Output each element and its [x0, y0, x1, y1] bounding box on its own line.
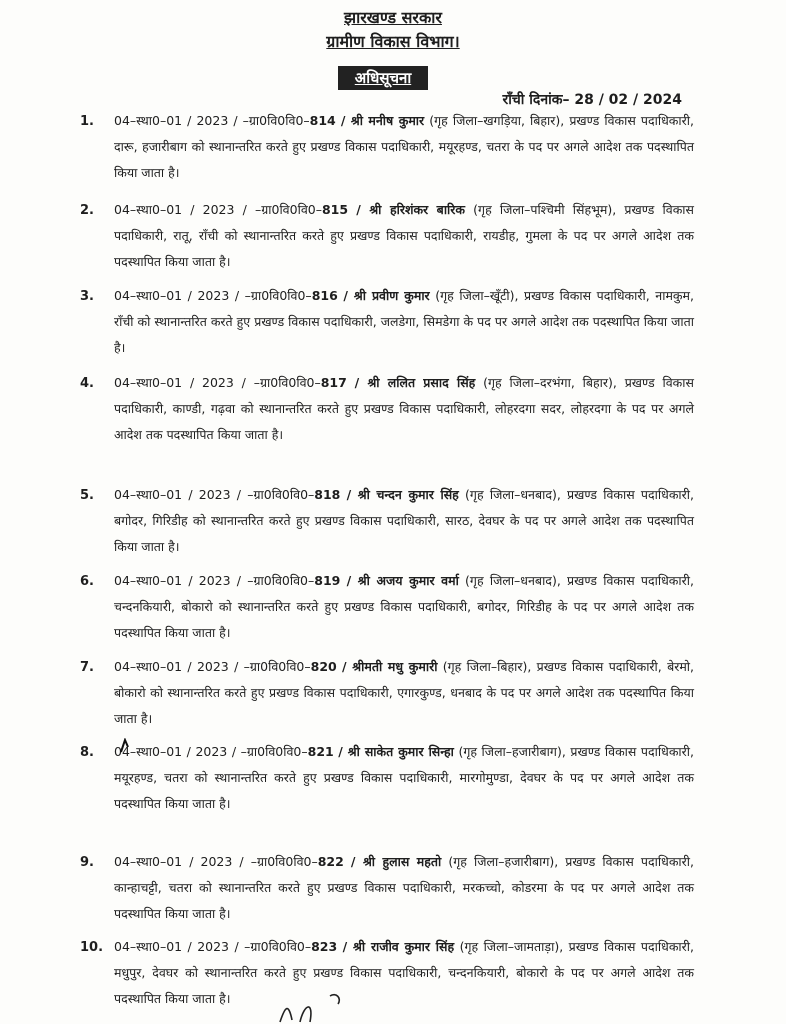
department-heading: ग्रामीण विकास विभाग। [326, 32, 460, 51]
officer-name: / श्री साकेत कुमार सिन्हा [338, 744, 454, 759]
officer-name: / श्री हुलास महतो [350, 854, 442, 869]
officer-name: / श्री राजीव कुमार सिंह [342, 939, 455, 954]
file-reference: 04–स्था0–01 / 2023 / –ग्रा0वि0वि0– [114, 744, 308, 759]
government-heading: झारखण्ड सरकार [344, 8, 442, 27]
file-reference: 04–स्था0–01 / 2023 / –ग्रा0वि0वि0– [114, 854, 318, 869]
order-text [114, 108, 694, 186]
order-number: 8. [80, 745, 94, 760]
file-reference: 04–स्था0–01 / 2023 / –ग्रा0वि0वि0– [114, 573, 315, 588]
notice-label: अधिसूचना [338, 66, 428, 90]
order-body: (गृह जिला–हजारीबाग), प्रखण्ड विकास पदाधिकारी, कान्हाचट्टी, चतरा को स्थानान्तरित करते हुए प्रखण्ड विकास पदाधिकारी, मरकच्चो, कोडरमा के पद पर अगले आदेश तक पदस्थापित किया जाता है। [114, 854, 694, 921]
order-serial: 818 [314, 487, 341, 502]
order-body: (गृह जिला–धनबाद), प्रखण्ड विकास पदाधिकारी, बगोदर, गिरिडीह को स्थानान्तरित करते हुए प्रखण्ड विकास पदाधिकारी, सारठ, देवघर के पद पर अगले आदेश तक पदस्थापित किया जाता है। [114, 487, 694, 554]
order-body: (गृह जिला–जामताड़ा), प्रखण्ड विकास पदाधिकारी, मधुपुर, देवघर को स्थानान्तरित करते हुए प्रखण्ड विकास पदाधिकारी, चन्दनकियारी, बोकारो के पद पर अगले आदेश तक पदस्थापित किया जाता है। [114, 939, 694, 1006]
officer-name: / श्री चन्दन कुमार सिंह [346, 487, 459, 502]
order-number: 6. [80, 574, 94, 589]
file-reference: 04–स्था0–01 / 2023 / –ग्रा0वि0वि0– [114, 487, 315, 502]
order-text [114, 283, 694, 361]
order-body: (गृह जिला–पश्चिमी सिंहभूम), प्रखण्ड विकास पदाधिकारी, रातू, राँची को स्थानान्तरित करते हुए प्रखण्ड विकास पदाधिकारी, रायडीह, गुमला के पद पर अगले आदेश तक पदस्थापित किया जाता है। [114, 202, 694, 269]
officer-name: / श्री प्रवीण कुमार [343, 288, 430, 303]
place-date: राँची दिनांक– 28 / 02 / 2024 [502, 92, 682, 108]
officer-name: / श्रीमती मधु कुमारी [342, 659, 438, 674]
order-number: 4. [80, 376, 94, 391]
order-text [114, 482, 694, 560]
order-text [114, 568, 694, 646]
order-text [114, 934, 694, 1012]
order-serial: 822 [317, 854, 344, 869]
officer-name: / श्री हरिशंकर बारिक [356, 202, 466, 217]
order-serial: 814 [309, 113, 336, 128]
officer-name: / श्री अजय कुमार वर्मा [346, 573, 459, 588]
order-serial: 816 [311, 288, 338, 303]
order-body: (गृह जिला–बिहार), प्रखण्ड विकास पदाधिकारी, बेरमो, बोकारो को स्थानान्तरित करते हुए प्रखण्ड विकास पदाधिकारी, एगारकुण्ड, धनबाद के पद पर अगले आदेश तक पदस्थापित किया जाता है। [114, 659, 695, 726]
order-serial: 820 [310, 659, 337, 674]
file-reference: 04–स्था0–01 / 2023 / –ग्रा0वि0वि0– [114, 375, 321, 390]
file-reference: 04–स्था0–01 / 2023 / –ग्रा0वि0वि0– [114, 939, 312, 954]
order-number: 10. [80, 940, 104, 955]
file-reference: 04–स्था0–01 / 2023 / –ग्रा0वि0वि0– [114, 659, 311, 674]
order-number: 7. [80, 660, 94, 675]
signature-scribble [270, 990, 390, 1024]
order-serial: 821 [307, 744, 334, 759]
order-body: (गृह जिला–दरभंगा, बिहार), प्रखण्ड विकास पदाधिकारी, काण्डी, गढ़वा को स्थानान्तरित करते हुए प्रखण्ड विकास पदाधिकारी, लोहरदगा सदर, लोहरदगा के पद पर अगले आदेश तक पदस्थापित किया जाता है। [114, 375, 694, 442]
order-body: (गृह जिला–खूँटी), प्रखण्ड विकास पदाधिकारी, नामकुम, राँची को स्थानान्तरित करते हुए प्रखण्ड विकास पदाधिकारी, जलडेगा, सिमडेगा के पद पर अगले आदेश तक पदस्थापित किया जाता है। [114, 288, 694, 355]
officer-name: / श्री ललित प्रसाद सिंह [354, 375, 476, 390]
file-reference: 04–स्था0–01 / 2023 / –ग्रा0वि0वि0– [114, 288, 312, 303]
officer-name: / श्री मनीष कुमार [340, 113, 425, 128]
order-number: 3. [80, 289, 94, 304]
order-body: (गृह जिला–हजारीबाग), प्रखण्ड विकास पदाधिकारी, मयूरहण्ड, चतरा को स्थानान्तरित करते हुए प्रखण्ड विकास पदाधिकारी, मारगोमुण्डा, देवघर के पद पर अगले आदेश तक पदस्थापित किया जाता है। [114, 744, 694, 811]
order-body: (गृह जिला–खगड़िया, बिहार), प्रखण्ड विकास पदाधिकारी, दारू, हजारीबाग को स्थानान्तरित करते हुए प्रखण्ड विकास पदाधिकारी, मयूरहण्ड, चतरा के पद पर अगले आदेश तक पदस्थापित किया जाता है। [114, 113, 694, 180]
pen-mark [118, 738, 132, 754]
order-serial: 817 [320, 375, 347, 390]
order-body: (गृह जिला–धनबाद), प्रखण्ड विकास पदाधिकारी, चन्दनकियारी, बोकारो को स्थानान्तरित करते हुए प्रखण्ड विकास पदाधिकारी, बगोदर, गिरिडीह के पद पर अगले आदेश तक पदस्थापित किया जाता है। [114, 573, 694, 640]
order-text [114, 739, 694, 817]
order-serial: 823 [311, 939, 338, 954]
order-text [114, 654, 694, 732]
order-number: 5. [80, 488, 94, 503]
file-reference: 04–स्था0–01 / 2023 / –ग्रा0वि0वि0– [114, 113, 310, 128]
order-serial: 819 [314, 573, 341, 588]
order-number: 2. [80, 203, 94, 218]
file-reference: 04–स्था0–01 / 2023 / –ग्रा0वि0वि0– [114, 202, 322, 217]
order-text [114, 197, 694, 275]
order-text [114, 370, 694, 448]
order-number: 9. [80, 855, 94, 870]
order-serial: 815 [321, 202, 349, 217]
order-number: 1. [80, 114, 94, 129]
order-text [114, 849, 694, 927]
